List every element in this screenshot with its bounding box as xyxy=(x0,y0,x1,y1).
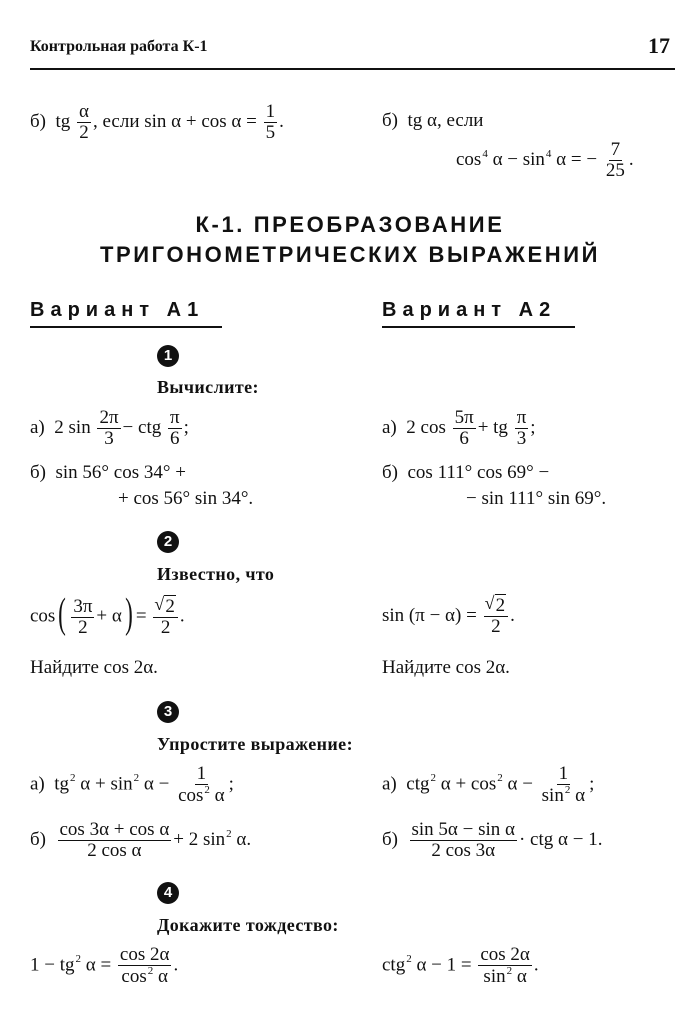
task-1-a2-item-b-line2: − sin 111° sin 69°. xyxy=(466,488,607,509)
section-title-line1: К-1. ПРЕОБРАЗОВАНИЕ xyxy=(195,212,505,237)
task-number-1: 1 xyxy=(157,345,179,367)
task-number-2: 2 xyxy=(157,531,179,553)
variant-a2-heading: Вариант А2 xyxy=(382,299,557,321)
task-3-a2-item-a: а) ctg$^2$ $\alpha + \cos^2 \alpha$ − $\frac{1}{\sin^2 \alpha}$ ; xyxy=(382,763,595,806)
task-2-a1-condition: cos( $\frac{3\pi}{2}$ + α) = √ $\frac{2}{2}$ . xyxy=(30,596,185,638)
task-3-a1-item-a: а) $tg^2$ $\alpha + \sin^2 \alpha$ − $\frac{1}{\cos^2 \alpha}$ ; xyxy=(30,763,234,806)
task-1-a1-item-a: а) 2 sin $\frac{2\pi}{3}$ − ctg $\frac{\pi}{6}$ ; xyxy=(30,407,189,449)
task-4-a1-identity: $1 - tg^2$ α = $\frac{\cos 2\alpha}{\cos^2 \alpha}$ . xyxy=(30,944,179,987)
task-1-a1-item-b-line2: + cos 56° sin 34°. xyxy=(118,488,254,509)
task-1-instruction: Вычислите: xyxy=(157,377,259,397)
variant-a1-underline xyxy=(30,326,222,328)
task-1-a2-item-b-line1: б) cos 111° cos 69° − xyxy=(382,462,550,483)
variant-a1-heading: Вариант А1 xyxy=(30,299,205,321)
task-number-3: 3 xyxy=(157,701,179,723)
variant-a2-underline xyxy=(382,326,575,328)
task-3-a1-item-b: б) $\frac{\text{cos 3α + cos α}}{\text{2 cos α}}$ + 2 $\sin^2 \alpha$. xyxy=(30,819,252,861)
task-2-a1-find: Найдите cos 2α. xyxy=(30,657,158,678)
task-2-a2-condition: sin (π − α) = √ $\frac{2}{2}$ . xyxy=(382,596,515,637)
task-2-instruction: Известно, что xyxy=(157,564,275,584)
task-4-a2-identity: ctg$^2$ α − 1 = $\frac{\cos 2\alpha}{\sin^2 \alpha}$ . xyxy=(382,944,539,987)
task-1-a1-item-b-line1: б) sin 56° cos 34° + xyxy=(30,462,186,483)
task-number-4: 4 xyxy=(157,882,179,904)
running-header-title: Контрольная работа К-1 xyxy=(30,38,208,55)
task-3-a2-item-b: б) $\frac{\text{sin 5α − sin α}}{2 \cos 3\alpha}$ · ctg α − 1. xyxy=(382,819,603,861)
prev-item-b-a2: б) tg α, если xyxy=(382,110,484,131)
section-title-line2: ТРИГОНОМЕТРИЧЕСКИХ ВЫРАЖЕНИЙ xyxy=(99,242,601,267)
prev-item-b-a1: б) tg $\frac{\alpha}{2}$ , если sin α + cos α = $\frac{1}{5}$ . xyxy=(30,101,284,143)
task-4-instruction: Докажите тождество: xyxy=(157,915,339,935)
task-1-a2-item-a: а) 2 cos $\frac{5\pi}{6}$ + tg $\frac{\pi}{3}$ ; xyxy=(382,407,536,449)
header-rule xyxy=(30,68,675,70)
task-2-a2-find: Найдите cos 2α. xyxy=(382,657,510,678)
task-3-instruction: Упростите выражение: xyxy=(157,734,353,754)
page-number: 17 xyxy=(648,33,670,58)
prev-item-b-a2-condition: $\cos^4 \alpha - \sin^4 \alpha$ = − $\frac{7}{25}$ . xyxy=(456,139,634,181)
